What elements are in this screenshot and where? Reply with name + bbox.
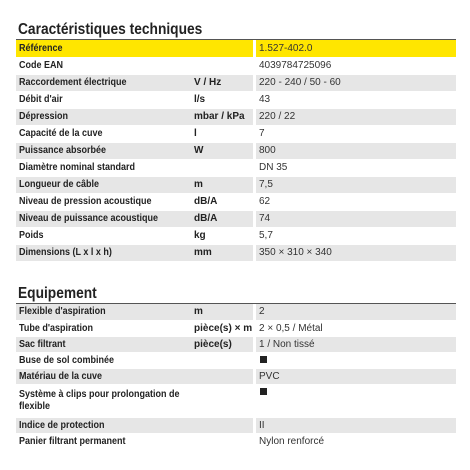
- equip-spec-unit: [191, 368, 253, 384]
- tech-spec-label: [16, 40, 191, 57]
- tech-spec-row: [16, 244, 456, 261]
- tech-spec-label: [16, 125, 191, 142]
- tech-spec-row: [16, 210, 456, 227]
- tech-spec-value: DN 35: [256, 159, 456, 176]
- tech-spec-label-text: Dimensions (L x l x h): [19, 247, 112, 258]
- tech-specs-table: [16, 40, 456, 262]
- equip-spec-row: [16, 352, 456, 368]
- equipment-table: [16, 304, 456, 450]
- equip-spec-value: 2: [256, 304, 456, 320]
- tech-spec-label: [16, 176, 191, 193]
- equip-spec-unit: [191, 384, 253, 417]
- tech-spec-value: 4039784725096: [256, 57, 456, 74]
- tech-spec-label: [16, 142, 191, 159]
- equip-spec-label: [16, 336, 191, 352]
- tech-spec-value: 62: [256, 193, 456, 210]
- tech-spec-row: [16, 57, 456, 74]
- equip-spec-row: [16, 433, 456, 449]
- included-bullet-icon: [260, 388, 267, 395]
- tech-section-title: Caractéristiques techniques: [18, 21, 203, 38]
- equip-spec-label: [16, 352, 191, 368]
- tech-spec-value: 220 / 22: [256, 108, 456, 125]
- tech-spec-label-text: Débit d'air: [19, 94, 63, 105]
- equip-spec-label: [16, 384, 191, 417]
- tech-spec-row: [16, 193, 456, 210]
- tech-spec-unit: [191, 159, 253, 176]
- tech-spec-unit: kg: [191, 227, 253, 244]
- tech-spec-label: [16, 193, 191, 210]
- equip-spec-value: II: [256, 417, 456, 433]
- equip-spec-label: [16, 433, 191, 449]
- tech-spec-row: [16, 108, 456, 125]
- equip-spec-label: [16, 304, 191, 320]
- tech-spec-label: [16, 57, 191, 74]
- equip-spec-label-text: Buse de sol combinée: [19, 354, 115, 366]
- tech-spec-value: 43: [256, 91, 456, 108]
- tech-spec-unit: l: [191, 125, 253, 142]
- tech-spec-label-text: Raccordement électrique: [19, 77, 127, 88]
- equip-spec-row: [16, 320, 456, 336]
- tech-spec-unit: W: [191, 142, 253, 159]
- tech-spec-value: 7,5: [256, 176, 456, 193]
- tech-spec-value: 350 × 310 × 340: [256, 244, 456, 261]
- equip-spec-unit: m: [191, 304, 253, 320]
- equip-spec-unit: pièce(s): [191, 336, 253, 352]
- tech-spec-row: [16, 40, 456, 57]
- equip-spec-label-text: Sac filtrant: [19, 338, 66, 350]
- equip-spec-row: [16, 384, 456, 417]
- tech-spec-unit: mbar / kPa: [191, 108, 253, 125]
- tech-spec-value: 1.527-402.0: [256, 40, 456, 57]
- equip-spec-row: [16, 304, 456, 320]
- tech-spec-value: 5,7: [256, 227, 456, 244]
- tech-spec-unit: [191, 40, 253, 57]
- tech-spec-value: 800: [256, 142, 456, 159]
- tech-spec-label-text: Référence: [19, 42, 63, 54]
- tech-spec-label: [16, 227, 191, 244]
- equip-spec-label-text: Flexible d'aspiration: [19, 306, 106, 318]
- tech-spec-label-text: Longueur de câble: [19, 179, 100, 190]
- equip-spec-value: Nylon renforcé: [256, 433, 456, 449]
- equip-spec-label-text: Système à clips pour prolongation de flexible: [19, 388, 180, 412]
- equip-spec-row: [16, 368, 456, 384]
- equip-spec-unit: [191, 433, 253, 449]
- tech-spec-value: 74: [256, 210, 456, 227]
- tech-spec-row: [16, 74, 456, 91]
- tech-spec-label: [16, 91, 191, 108]
- tech-spec-unit: dB/A: [191, 193, 253, 210]
- equip-spec-label: [16, 417, 191, 433]
- tech-spec-row: [16, 159, 456, 176]
- equip-spec-row: [16, 417, 456, 433]
- tech-spec-row: [16, 176, 456, 193]
- tech-spec-label-text: Niveau de puissance acoustique: [19, 213, 159, 224]
- tech-spec-label: [16, 74, 191, 91]
- tech-spec-unit: dB/A: [191, 210, 253, 227]
- included-bullet-icon: [260, 356, 267, 363]
- equip-spec-value: [256, 352, 456, 368]
- equip-spec-unit: [191, 352, 253, 368]
- equip-spec-unit: pièce(s) × m: [191, 320, 253, 336]
- tech-spec-label-text: Niveau de pression acoustique: [19, 196, 152, 207]
- tech-spec-unit: m: [191, 176, 253, 193]
- tech-spec-label-text: Puissance absorbée: [19, 145, 107, 156]
- tech-spec-value: 220 - 240 / 50 - 60: [256, 74, 456, 91]
- equip-spec-label-text: Panier filtrant permanent: [19, 435, 126, 447]
- tech-spec-row: [16, 142, 456, 159]
- tech-spec-unit: mm: [191, 244, 253, 261]
- tech-spec-row: [16, 91, 456, 108]
- tech-spec-label: [16, 244, 191, 261]
- tech-spec-value: 7: [256, 125, 456, 142]
- tech-spec-unit: [191, 57, 253, 74]
- equip-spec-value: [256, 384, 456, 417]
- tech-spec-row: [16, 227, 456, 244]
- tech-spec-label-text: Capacité de la cuve: [19, 128, 103, 139]
- tech-spec-label: [16, 210, 191, 227]
- equip-spec-row: [16, 336, 456, 352]
- equip-spec-value: 1 / Non tissé: [256, 336, 456, 352]
- tech-spec-label-text: Dépression: [19, 111, 69, 122]
- tech-spec-label: [16, 159, 191, 176]
- equip-spec-label: [16, 368, 191, 384]
- equip-spec-label: [16, 320, 191, 336]
- equip-spec-value: 2 × 0,5 / Métal: [256, 320, 456, 336]
- equip-spec-label-text: Tube d'aspiration: [19, 322, 93, 334]
- equip-spec-value: PVC: [256, 368, 456, 384]
- tech-spec-label-text: Code EAN: [19, 60, 64, 71]
- tech-spec-label-text: Diamètre nominal standard: [19, 162, 136, 173]
- equip-section-title: Equipement: [18, 285, 97, 302]
- equip-spec-label-text: Matériau de la cuve: [19, 370, 103, 382]
- tech-spec-label: [16, 108, 191, 125]
- equip-spec-unit: [191, 417, 253, 433]
- equip-spec-label-text: Indice de protection: [19, 419, 105, 431]
- tech-spec-row: [16, 125, 456, 142]
- tech-spec-unit: V / Hz: [191, 74, 253, 91]
- tech-spec-label-text: Poids: [19, 230, 44, 241]
- tech-spec-unit: l/s: [191, 91, 253, 108]
